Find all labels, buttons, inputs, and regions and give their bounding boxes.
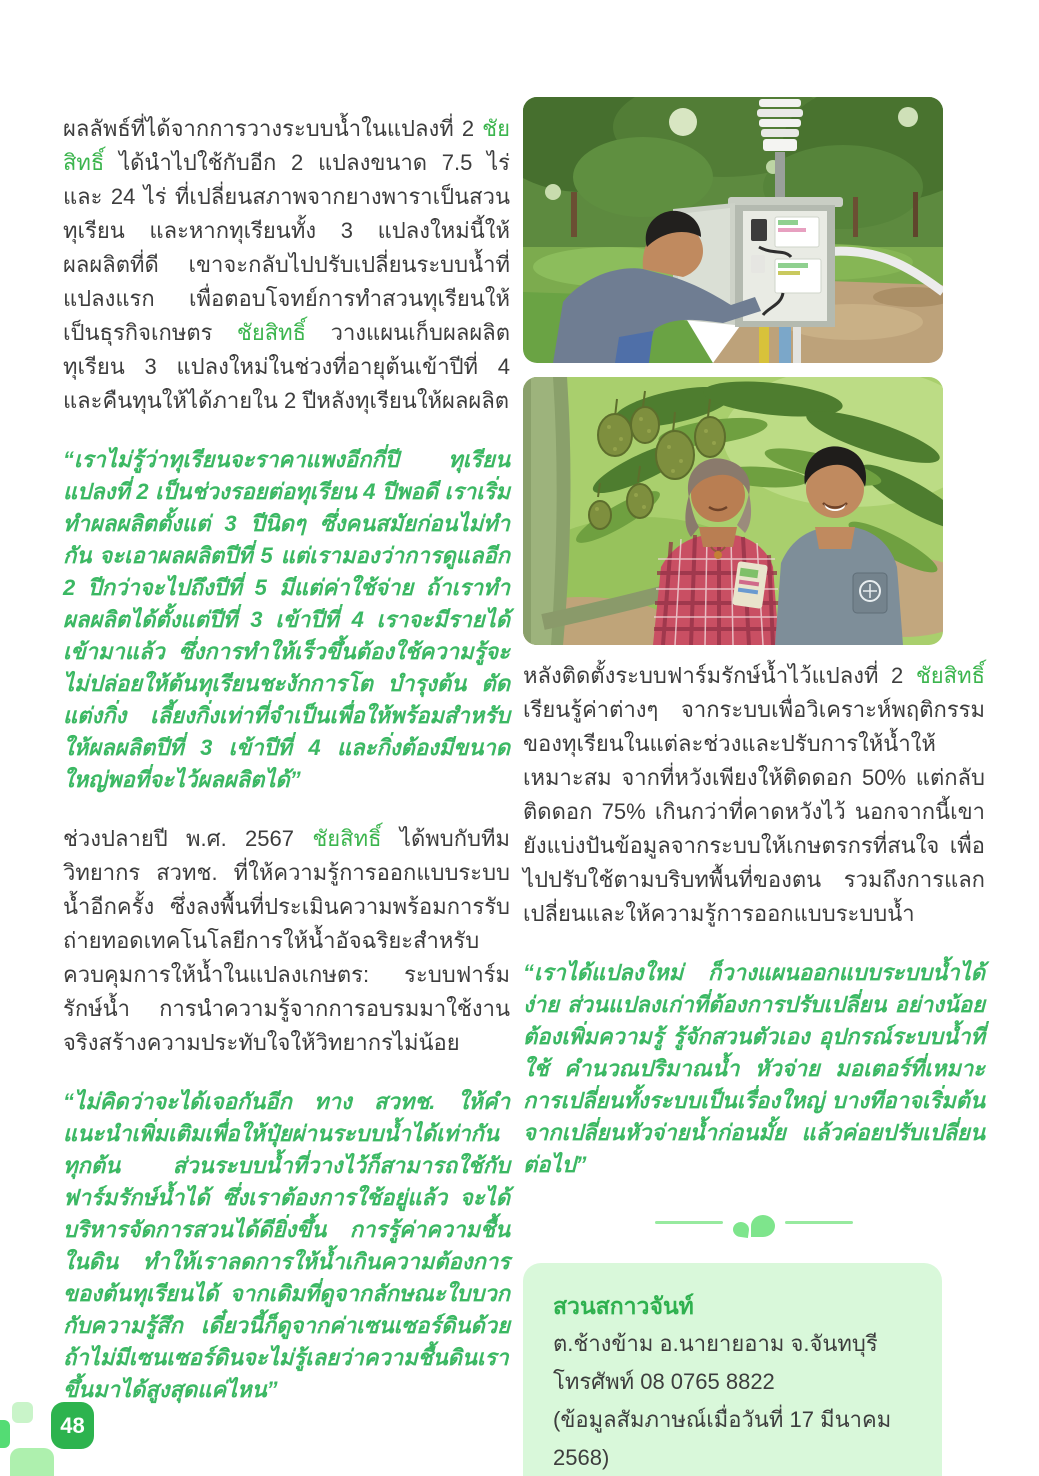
right-column: [523, 97, 985, 1476]
paragraph-text: ช่วงปลายปี พ.ศ. 2567: [63, 826, 313, 851]
weather-shield: [757, 99, 803, 151]
farmer-name-highlight: ชัยสิทธิ์: [236, 320, 307, 345]
decorative-square: [10, 1448, 54, 1476]
paragraph-results: [63, 112, 510, 418]
decorative-square: [12, 1402, 33, 1423]
page-number: 48: [60, 1412, 85, 1438]
farm-phone: โทรศัพท์ 08 0765 8822: [553, 1369, 775, 1394]
farm-name: สวนสกาวจันท์: [553, 1293, 694, 1319]
photo-farmer-installing-control-box: [523, 97, 943, 363]
paragraph-nstda-visit: [63, 822, 510, 1060]
decorative-square: [0, 1420, 10, 1448]
brochure: [732, 561, 768, 609]
photo-farmer-couple-durian-tree: [523, 377, 943, 645]
page-number-badge: [51, 1402, 94, 1449]
divider-line-right: [785, 1221, 853, 1224]
paragraph-after-install: [523, 659, 985, 931]
interview-date-note: (ข้อมูลสัมภาษณ์เมื่อวันที่ 17 มีนาคม 2568): [553, 1407, 892, 1470]
paragraph-text: ได้นำไปใช้กับอีก 2 แปลงขนาด 7.5 ไร่ และ 24 ไร่ ที่เปลี่ยนสภาพจากยางพาราเป็นสวนทุเรียน และหากทุเรียนทั้ง 3 แปลงใหม่นี้ให้ผลผลิตที่ดี เขาจะกลับไปปรับเปลี่ยนระบบน้ำที่แปลงแรก เพื่อตอบโจทย์การทำสวนทุเรียนให้เป็นธุรกิจเกษตร: [63, 150, 510, 345]
quote-new-plot-design: “เราได้แปลงใหม่ ก็วางแผนออกแบบระบบน้ำได้ง่าย ส่วนแปลงเก่าที่ต้องการปรับเปลี่ยน อย่างน้อยต้องเพิ่มความรู้ รู้จักสวนตัวเอง อุปกรณ์ระบบน้ำที่ใช้ คำนวณปริมาณน้ำ หัวจ่าย มอเตอร์ที่เหมาะ การเปลี่ยนทั้งระบบเป็นเรื่องใหญ่ บางทีอาจเริ่มต้นจากเปลี่ยนหัวจ่ายน้ำก่อนมั้ย แล้วค่อยปรับเปลี่ยนต่อไป”: [523, 960, 985, 1177]
quote-soil-sensor: “ไม่คิดว่าจะได้เจอกันอีก ทาง สวทช. ให้คำแนะนำเพิ่มเติมเพื่อให้ปุ๋ยผ่านระบบน้ำได้เท่ากันทุกต้น ส่วนระบบน้ำที่วางไว้ก็สามารถใช้กับฟาร์มรักษ์น้ำได้ ซึ่งเราต้องการใช้อยู่แล้ว จะได้บริหารจัดการสวนได้ดียิ่งขึ้น การรู้ค่าความชื้นในดิน ทำให้เราลดการให้น้ำเกินความต้องการของต้นทุเรียนได้ จากเดิมที่ดูจากลักษณะใบบวกกับความรู้สึก เดี๋ยวนี้ก็ดูจากค่าเซนเซอร์ดินด้วย ถ้าไม่มีเซนเซอร์ดินจะไม่รู้เลยว่าความชื้นดินเราขึ้นมาได้สูงสุดแค่ไหน”: [63, 1089, 510, 1402]
leaf-divider: [523, 1207, 985, 1237]
farm-contact-box: [523, 1263, 942, 1476]
divider-line-left: [655, 1221, 723, 1224]
paragraph-text: เรียนรู้ค่าต่างๆ จากระบบเพื่อวิเคราะห์พฤติกรรมของทุเรียนในแต่ละช่วงและปรับการให้น้ำให้เหมาะสม จากที่หวังเพียงให้ติดดอก 50% แต่กลับติดดอก 75% เกินกว่าที่คาดหวังไว้ นอกจากนี้เขายังแบ่งปันข้อมูลจากระบบให้เกษตรกรที่สนใจ เพื่อไปปรับใช้ตามบริบทพื้นที่ของตน รวมถึงการแลกเปลี่ยนและให้ความรู้การออกแบบระบบน้ำ: [523, 697, 985, 926]
leaf-icon: [751, 1215, 775, 1237]
farmer-name-highlight: ชัยสิทธิ์: [63, 116, 510, 175]
paragraph-text: หลังติดตั้งระบบฟาร์มรักษ์น้ำไว้แปลงที่ 2: [523, 663, 916, 688]
farmer-name-highlight: ชัยสิทธิ์: [312, 826, 382, 851]
left-text-column: [63, 112, 510, 1432]
leaf-icon: [732, 1221, 750, 1238]
page-number-group: [0, 1392, 120, 1476]
paragraph-text: วางแผนเก็บผลผลิตทุเรียน 3 แปลงใหม่ในช่วงที่อายุต้นเข้าปีที่ 4 และคืนทุนให้ได้ภายใน 2 ปีหลังทุเรียนให้ผลผลิต: [63, 320, 510, 413]
paragraph-text: ผลลัพธ์ที่ได้จากการวางระบบน้ำในแปลงที่ 2: [63, 116, 483, 141]
paragraph-text: ได้พบกับทีมวิทยากร สวทช. ที่ให้ความรู้การออกแบบระบบน้ำอีกครั้ง ซึ่งลงพื้นที่ประเมินความพร้อมการรับถ่ายทอดเทคโนโลยีการให้น้ำอัจฉริยะสำหรับควบคุมการให้น้ำในแปลงเกษตร: ระบบฟาร์มรักษ์น้ำ การนำความรู้จากการอบรมมาใช้งานจริงสร้างความประทับใจให้วิทยากรไม่น้อย: [63, 826, 510, 1055]
farm-address: ต.ช้างข้าม อ.นายายอาม จ.จันทบุรี: [553, 1331, 878, 1356]
farmer-name-highlight: ชัยสิทธิ์: [915, 663, 985, 688]
quote-durian-price: “เราไม่รู้ว่าทุเรียนจะราคาแพงอีกกี่ปี ทุเรียนแปลงที่ 2 เป็นช่วงรอยต่อทุเรียน 4 ปีพอดี เราเริ่มทำผลผลิตตั้งแต่ 3 ปีนิดๆ ซึ่งคนสมัยก่อนไม่ทำกัน จะเอาผลผลิตปีที่ 5 แต่เรามองว่าการดูแลอีก 2 ปีกว่าจะไปถึงปีที่ 5 มีแต่ค่าใช้จ่าย ถ้าเราทำผลผลิตได้ตั้งแต่ปีที่ 3 เข้าปีที่ 4 เราจะมีรายได้เข้ามาแล้ว ซึ่งการทำให้เร็วขึ้นต้องใช้ความรู้จะไม่ปล่อยให้ต้นทุเรียนชะงักการโต บำรุงต้น ตัดแต่งกิ่ง เลี้ยงกิ่งเท่าที่จำเป็นเพื่อให้พร้อมสำหรับให้ผลผลิตปีที่ 3 เข้าปีที่ 4 และกิ่งต้องมีขนาดใหญ่พอที่จะไว้ผลผลิตได้”: [63, 447, 510, 792]
